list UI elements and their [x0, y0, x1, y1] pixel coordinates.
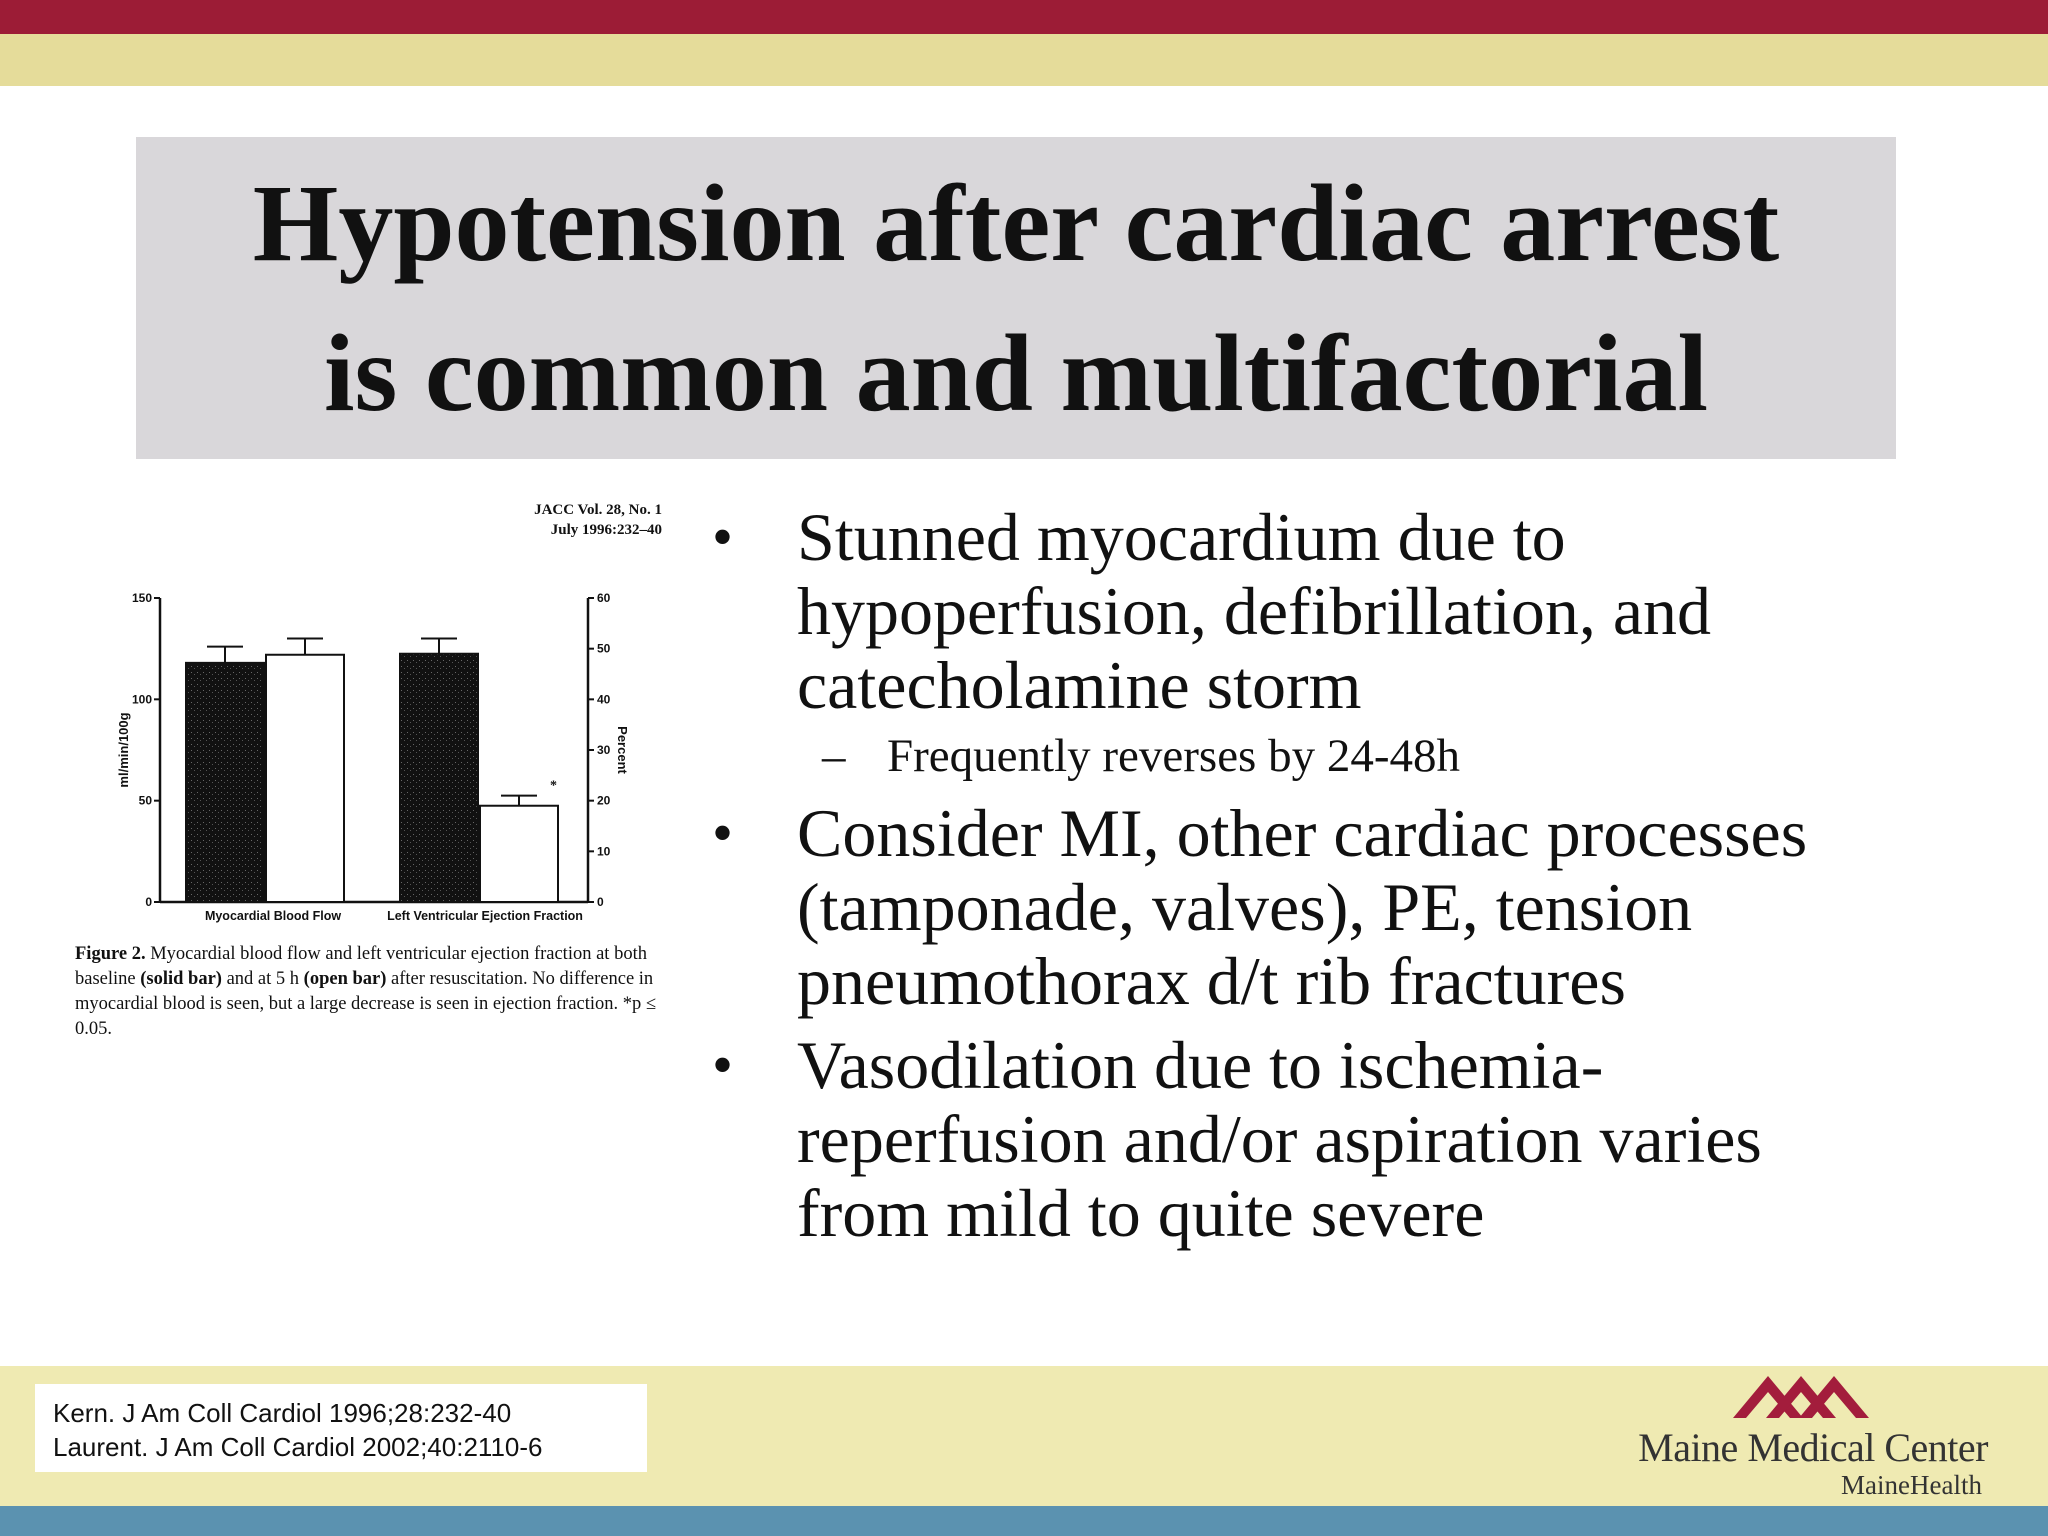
caption-solid-bar: (solid bar) [140, 969, 222, 989]
bullet-line: Stunned myocardium due to [797, 499, 1566, 575]
sub-bullet-marker: – [822, 730, 846, 782]
references-box [35, 1384, 647, 1472]
caption-text-1: Myocardial blood flow and left ventricular ejection fraction at both baseline [75, 944, 647, 989]
roof-mark-icon [1618, 1374, 1988, 1426]
bullet-line: catecholamine storm [797, 647, 1362, 723]
journal-figure [70, 490, 670, 1050]
right-axis-tick-label: 0 [597, 895, 604, 909]
reference-laurent: Laurent. J Am Coll Cardiol 2002;40:2110-6 [53, 1432, 543, 1462]
title-box [136, 137, 1896, 459]
right-axis-tick-label: 30 [597, 743, 611, 757]
slide-title [253, 148, 1779, 448]
bar-baseline-blood-flow [186, 663, 264, 902]
left-axis-label: ml/min/100g [116, 712, 131, 788]
right-axis-tick-label: 60 [597, 591, 611, 605]
bullet-stunned-myocardium [712, 500, 2012, 722]
significance-asterisk: * [550, 778, 557, 794]
bullet-line: from mild to quite severe [797, 1175, 1485, 1251]
bar-5h-ejection-fraction [480, 806, 558, 902]
caption-open-bar: (open bar) [303, 969, 387, 989]
bullet-line: reperfusion and/or aspiration varies [797, 1101, 1762, 1177]
bullet-vasodilation [712, 1028, 2012, 1250]
bullet-line: Vasodilation due to ischemia- [797, 1027, 1604, 1103]
figure-caption [75, 942, 670, 1042]
bullet-marker: • [712, 504, 734, 570]
title-line-2: is common and multifactorial [323, 312, 1709, 434]
bar-chart [70, 490, 670, 940]
left-axis-tick-label: 50 [138, 793, 152, 808]
category-label: Myocardial Blood Flow [204, 909, 342, 923]
left-axis-tick-label: 100 [131, 692, 152, 707]
bar-baseline-ejection-fraction [400, 654, 478, 902]
caption-text-3: after resuscitation. No difference in myocardial blood is seen, but a large decrease is seen in ejection fraction. *p ≤ 0.05. [75, 969, 657, 1039]
top-red-band [0, 0, 2048, 34]
caption-label: Figure 2. [75, 944, 146, 964]
right-axis-label: Percent [615, 726, 630, 774]
title-line-1: Hypotension after cardiac arrest [252, 162, 1780, 284]
left-axis-tick-label: 0 [145, 895, 152, 909]
bottom-blue-band [0, 1506, 2048, 1536]
caption-text-2: and at 5 h [221, 969, 304, 989]
bullet-line: Consider MI, other cardiac processes [797, 795, 1808, 871]
logo-name: Maine Medical Center [1638, 1425, 1988, 1470]
reference-kern: Kern. J Am Coll Cardiol 1996;28:232-40 [53, 1398, 512, 1428]
left-axis-tick-label: 150 [131, 591, 152, 605]
bullet-line: hypoperfusion, defibrillation, and [797, 573, 1712, 649]
maine-medical-center-logo [1618, 1374, 1988, 1500]
right-axis-tick-label: 40 [597, 692, 611, 707]
journal-citation-line-1: JACC Vol. 28, No. 1 [534, 502, 662, 518]
logo-subname: MaineHealth [1841, 1470, 1982, 1500]
category-label: Left Ventricular Ejection Fraction [387, 909, 583, 923]
bullet-line: (tamponade, valves), PE, tension [797, 869, 1693, 945]
bullet-marker: • [712, 800, 734, 866]
bullet-list [712, 500, 2012, 1250]
right-axis-tick-label: 50 [597, 641, 611, 656]
journal-citation-line-2: July 1996:232–40 [550, 522, 662, 538]
bullet-marker: • [712, 1032, 734, 1098]
right-axis-tick-label: 10 [597, 844, 611, 859]
bar-5h-blood-flow [266, 655, 344, 902]
sub-bullet-reverses [712, 726, 2012, 786]
top-cream-band [0, 34, 2048, 86]
right-axis-tick-label: 20 [597, 793, 611, 808]
bullet-line: pneumothorax d/t rib fractures [797, 943, 1626, 1019]
sub-bullet-text: Frequently reverses by 24-48h [887, 730, 1460, 782]
bullet-consider-mi [712, 796, 2012, 1018]
